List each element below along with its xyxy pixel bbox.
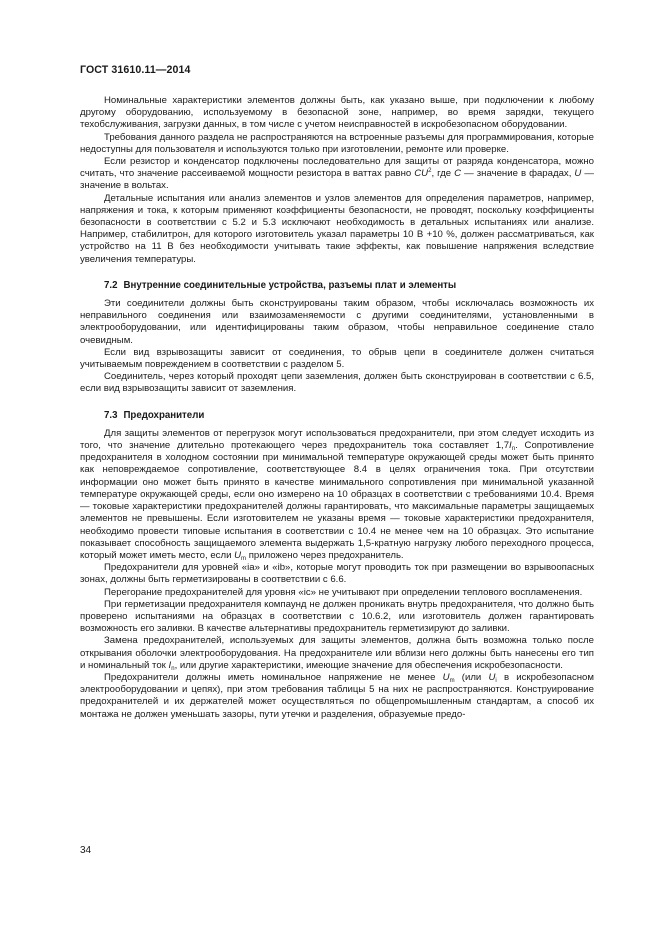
paragraph: Если вид взрывозащиты зависит от соединения, то обрыв цепи в соединителе должен считаться учитываемым повреждением в соответствии с разделом 5.: [80, 346, 594, 371]
standard-title: ГОСТ 31610.11—2014: [80, 64, 191, 76]
paragraph: Детальные испытания или анализ элементов и узлов элементов для определения параметров, например, напряжения и тока, к которым применяют коэффициенты безопасности, не проводят, поскольку коэффициенты безопасности в соответствии с 5.2 и 5.3 исключают необходимость в детальных испытаниях или анализе. Например, стабилитрон, для которого изготовитель указал параметры 10 В +10 %, должен рассматриваться, как устройство на 11 В без необходимости учитывать такие эффекты, как повышение напряжения вследствие увеличения температуры.: [80, 192, 594, 265]
paragraph: Для защиты элементов от перегрузок могут использоваться предохранители, при этом следует исходить из того, что значение длительно протекающего через предохранитель тока составляет $1,7I_n$. Сопротивление предохранителя в холодном состоянии при минимальной температуре окружающей среды может быть принято как неповреждаемое сопротивление, соответствующее 8.4 в целях ограничения тока. При отсутствии информации оно может быть принято в качестве минимального сопротивления при минимальной указанной температуре окружающей среды, если оно измерено на 10 образцах в соответствии с требованиями 10.4. Время — токовые характеристики предохранителей должны гарантировать, что максимальные параметры защищаемых элементов не превышены. Если изготовителем не указаны время — токовые характеристики предохранителя, необходимо провести типовые испытания в соответствии с 10.4 не менее чем на 10 образцах. Это испытание показывает способность защищаемого элемента выдержать 1,5-кратную нагрузку любого переходного процесса, который может иметь место, если $U_m$ приложено через предохранитель.: [80, 427, 594, 562]
formula-var: CU: [414, 168, 429, 180]
section-heading-7-3: [104, 410, 594, 422]
paragraph: Замена предохранителей, используемых для защиты элементов, должна быть возможна только после открывания оболочки электрооборудования. На предохранителе или вблизи него должны быть нанесены его тип и номинальный ток $I_n$, или другие характеристики, имеющие значение для обеспечения искробезопасности.: [80, 635, 594, 672]
paragraph: Предохранители должны иметь номинальное напряжение не менее $U_m$ (или $U_i$ в искробезопасном электрооборудовании и цепях), при этом требования таблицы 5 на них не распространяются. Конструирование предохранителей и их держателей может осуществляться по общепромышленным стандартам, а способ их монтажа не должен уменьшать зазоры, пути утечки и разделения, образуемые предо-: [80, 671, 594, 720]
paragraph: Соединитель, через который проходят цепи заземления, должен быть сконструирован в соответствии с 6.5, если вид взрывозащиты зависит от заземления.: [80, 371, 594, 395]
paragraph: Требования данного раздела не распространяются на встроенные разъемы для программирования, которые недоступны для пользователя и используются только при изготовлении, ремонте или проверке.: [80, 131, 594, 155]
page-number: 34: [80, 845, 92, 856]
paragraph: Эти соединители должны быть сконструированы таким образом, чтобы исключалась возможность их неправильного соединения или взаимозаменяемости с другими соединителями, установленными в электрооборудовании, или идентифицированы таким образом, чтобы неправильное соединение стало очевидным.: [80, 298, 594, 346]
paragraph: Предохранители для уровней «ia» и «ib», которые могут проводить ток при размещении во взрывоопасных зонах, должны быть герметизированы в соответствии с 6.6.: [80, 562, 594, 586]
section-title: Предохранители: [123, 409, 205, 421]
section-heading-7-2: [104, 280, 594, 292]
paragraph: Номинальные характеристики элементов должны быть, как указано выше, при подключении к любому другому оборудованию, используемому в безопасной зоне, например, во время зарядки, текущего техобслуживания, загрузки данных, в том числе с учетом неисправностей в искробезопасном оборудовании.: [80, 95, 594, 131]
page-body: [80, 95, 594, 721]
section-number: 7.3: [104, 409, 118, 421]
document-header: [80, 64, 190, 76]
paragraph: Если резистор и конденсатор подключены последовательно для защиты от разряда конденсатора, можно считать, что значение рассеиваемой мощности резистора в ваттах равно $CU^2$, где C — значение в фарадах, U — значение в вольтах.: [80, 156, 594, 192]
paragraph: Перегорание предохранителей для уровня «ic» не учитывают при определении теплового воспламенения.: [104, 586, 583, 598]
section-title: Внутренние соединительные устройства, разъемы плат и элементы: [123, 279, 457, 291]
section-number: 7.2: [104, 279, 118, 291]
paragraph: При герметизации предохранителя компаунд не должен проникать внутрь предохранителя, что должно быть проверено испытаниями на образцах в соответствии с 10.6.2, или изготовитель должен гарантировать возможность его заливки. В качестве альтернативы предохранитель герметизируют до заливки.: [80, 598, 594, 635]
formula-exponent: 2: [428, 168, 432, 175]
